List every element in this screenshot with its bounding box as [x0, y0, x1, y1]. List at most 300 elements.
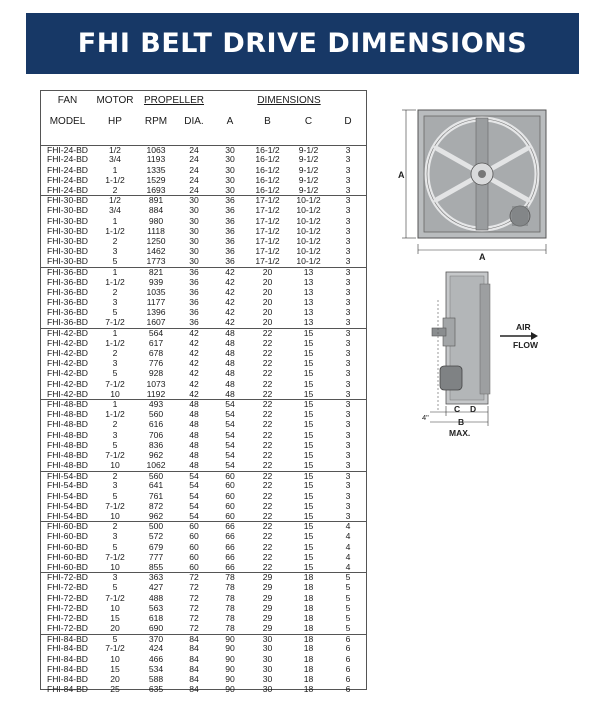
- table-cell: 22: [262, 379, 273, 389]
- table-cell: FHI-30-BD: [46, 236, 89, 246]
- table-cell: 7-1/2: [105, 379, 125, 389]
- table-cell: 635: [148, 684, 164, 695]
- table-cell: 370: [136, 634, 176, 644]
- table-row: [41, 532, 366, 542]
- table-cell: 7-1/2: [105, 644, 125, 654]
- table-cell: 30: [189, 236, 199, 246]
- table-cell: 18: [287, 634, 330, 644]
- table-cell: 2: [112, 287, 118, 297]
- table-cell: 18: [303, 593, 314, 603]
- table-cell: 90: [225, 654, 235, 664]
- table-cell: 48: [212, 328, 248, 338]
- table-cell: 3: [330, 267, 366, 277]
- table-cell: 560: [136, 471, 176, 481]
- table-cell: 72: [189, 613, 199, 623]
- table-cell: 3: [345, 501, 351, 511]
- table-cell: 30: [262, 674, 273, 685]
- table-cell: 5: [94, 634, 136, 644]
- table-cell: 22: [262, 358, 273, 369]
- table-cell: 15: [303, 348, 314, 359]
- table-cell: 15: [303, 389, 314, 399]
- table-cell: 7-1/2: [105, 501, 125, 511]
- table-row: [41, 349, 366, 359]
- table-row: [41, 522, 366, 532]
- table-cell: 10-1/2: [296, 236, 321, 246]
- table-cell: 3: [345, 409, 351, 420]
- table-cell: 1462: [146, 246, 166, 257]
- table-row: [41, 471, 366, 481]
- table-cell: 15: [287, 328, 330, 338]
- table-cell: 962: [148, 511, 164, 521]
- table-cell: 3: [345, 358, 351, 369]
- table-cell: 3/4: [109, 206, 121, 216]
- table-cell: 18: [303, 684, 314, 695]
- table-cell: 5: [112, 257, 118, 267]
- table-row: [41, 237, 366, 247]
- table-row: [41, 267, 366, 277]
- table-cell: 66: [212, 522, 248, 532]
- table-cell: 18: [303, 623, 314, 633]
- table-cell: 706: [148, 430, 164, 440]
- table-cell: 15: [287, 522, 330, 532]
- table-cell: 60: [225, 481, 235, 491]
- table-row: [41, 665, 366, 675]
- table-cell: 616: [148, 420, 164, 430]
- table-cell: 10: [110, 511, 120, 521]
- table-cell: 30: [225, 175, 235, 185]
- table-cell: FHI-30-BD: [46, 257, 89, 267]
- dim-four-inch: 4": [422, 413, 429, 422]
- table-cell: 3: [345, 511, 351, 521]
- table-cell: 3: [345, 338, 351, 348]
- table-cell: FHI-42-BD: [46, 379, 89, 389]
- table-cell: 13: [303, 277, 314, 287]
- table-row: [41, 247, 366, 257]
- table-row: [41, 634, 366, 644]
- table-cell: 72: [176, 573, 212, 583]
- table-cell: 42: [189, 338, 199, 348]
- group-header-motor: MOTOR: [96, 95, 134, 107]
- table-cell: 15: [303, 440, 314, 450]
- table-cell: 22: [248, 328, 287, 338]
- table-row: [41, 603, 366, 613]
- table-cell: FHI-72-BD: [46, 593, 89, 603]
- table-cell: 36: [225, 236, 235, 246]
- table-cell: FHI-36-BD: [46, 297, 89, 308]
- column-header-model: MODEL: [49, 116, 86, 128]
- table-cell: 1335: [146, 165, 166, 175]
- table-cell: 17-1/2: [255, 257, 280, 267]
- table-row: [41, 277, 366, 287]
- table-cell: 3: [345, 287, 351, 297]
- dim-b-label: B: [458, 417, 465, 427]
- table-cell: FHI-72-BD: [46, 583, 89, 593]
- table-cell: 13: [287, 267, 330, 277]
- table-cell: 563: [148, 603, 164, 613]
- table-cell: FHI-36-BD: [46, 318, 89, 328]
- table-cell: 48: [189, 420, 199, 430]
- table-cell: FHI-36-BD: [41, 267, 94, 277]
- table-cell: 17-1/2: [248, 196, 287, 206]
- table-cell: 1-1/2: [105, 338, 125, 348]
- table-cell: 22: [262, 532, 273, 542]
- table-cell: FHI-48-BD: [41, 400, 94, 410]
- table-cell: 60: [225, 491, 235, 501]
- table-cell: 15: [303, 481, 314, 491]
- table-cell: 10-1/2: [287, 196, 330, 206]
- table-cell: FHI-48-BD: [46, 430, 89, 440]
- table-row: [41, 196, 366, 206]
- table-cell: 30: [189, 206, 199, 216]
- table-cell: 1-1/2: [105, 226, 125, 236]
- table-cell: 29: [248, 573, 287, 583]
- table-cell: 90: [225, 664, 235, 674]
- table-cell: 2: [112, 236, 118, 246]
- table-cell: FHI-84-BD: [46, 644, 89, 654]
- table-row: [41, 461, 366, 471]
- table-cell: 3: [345, 440, 351, 450]
- table-row: [41, 257, 366, 267]
- table-cell: 60: [189, 552, 199, 562]
- table-cell: 1-1/2: [105, 277, 125, 287]
- table-cell: FHI-42-BD: [46, 389, 89, 399]
- table-cell: 78: [225, 583, 235, 593]
- table-cell: 588: [148, 674, 164, 685]
- table-cell: 10-1/2: [296, 206, 321, 216]
- table-cell: 3: [345, 145, 351, 155]
- table-cell: 72: [189, 583, 199, 593]
- table-cell: 3: [94, 573, 136, 583]
- table-cell: 18: [303, 664, 314, 674]
- table-cell: 22: [262, 542, 273, 552]
- table-cell: FHI-84-BD: [46, 664, 89, 674]
- table-cell: 3: [112, 297, 118, 308]
- table-cell: 9-1/2: [298, 165, 319, 175]
- table-cell: 15: [303, 562, 314, 572]
- table-cell: 564: [136, 328, 176, 338]
- table-cell: 15: [303, 460, 314, 470]
- table-cell: 6: [345, 644, 351, 654]
- table-row: [41, 481, 366, 491]
- table-cell: 679: [148, 542, 164, 552]
- table-cell: FHI-54-BD: [46, 511, 89, 521]
- table-cell: FHI-30-BD: [46, 226, 89, 236]
- table-cell: 24: [189, 185, 199, 195]
- table-cell: FHI-54-BD: [41, 471, 94, 481]
- table-cell: 1062: [146, 460, 166, 470]
- table-cell: 54: [225, 420, 235, 430]
- table-cell: 5: [112, 308, 118, 318]
- table-cell: 42: [212, 267, 248, 277]
- table-cell: 22: [262, 511, 273, 521]
- table-cell: 22: [262, 552, 273, 562]
- table-cell: 3: [345, 206, 351, 216]
- table-cell: 3: [345, 246, 351, 257]
- table-cell: 13: [303, 287, 314, 297]
- table-cell: FHI-84-BD: [46, 654, 89, 664]
- table-cell: 6: [345, 674, 351, 685]
- table-cell: 22: [262, 562, 273, 572]
- table-cell: 22: [262, 450, 273, 460]
- table-cell: 24: [189, 165, 199, 175]
- table-cell: 22: [248, 400, 287, 410]
- table-cell: 10-1/2: [296, 226, 321, 236]
- table-cell: FHI-72-BD: [41, 573, 94, 583]
- table-cell: 13: [303, 308, 314, 318]
- table-cell: 2: [112, 185, 118, 195]
- table-cell: 30: [189, 257, 199, 267]
- table-cell: 3: [345, 460, 351, 470]
- table-cell: 48: [225, 338, 235, 348]
- table-cell: 10: [110, 603, 120, 613]
- table-cell: 1607: [146, 318, 166, 328]
- table-cell: 84: [189, 674, 199, 685]
- table-row: [41, 502, 366, 512]
- table-cell: FHI-24-BD: [46, 155, 89, 165]
- table-row: [41, 644, 366, 654]
- table-cell: 22: [262, 420, 273, 430]
- table-row: [41, 553, 366, 563]
- table-cell: FHI-24-BD: [46, 185, 89, 195]
- table-cell: 48: [225, 389, 235, 399]
- table-cell: 872: [148, 501, 164, 511]
- table-cell: 10-1/2: [296, 246, 321, 257]
- table-cell: 18: [303, 644, 314, 654]
- table-cell: 10: [110, 562, 120, 572]
- table-row: [41, 451, 366, 461]
- airflow-label-1: AIR: [516, 322, 531, 332]
- table-cell: 980: [148, 216, 164, 226]
- table-row: [41, 227, 366, 237]
- table-cell: 18: [303, 603, 314, 613]
- table-cell: 36: [225, 246, 235, 257]
- table-cell: 5: [345, 583, 351, 593]
- front-label-a-side: A: [398, 170, 405, 180]
- table-cell: 22: [262, 338, 273, 348]
- table-row: [41, 430, 366, 440]
- table-cell: 9-1/2: [298, 145, 319, 155]
- table-cell: 30: [189, 226, 199, 236]
- table-cell: FHI-84-BD: [46, 684, 89, 695]
- table-cell: 48: [189, 430, 199, 440]
- table-cell: FHI-30-BD: [46, 206, 89, 216]
- table-cell: 15: [287, 400, 330, 410]
- table-row: [41, 512, 366, 522]
- table-cell: 6: [330, 634, 366, 644]
- table-cell: 1-1/2: [105, 409, 125, 420]
- table-cell: 54: [225, 409, 235, 420]
- table-cell: 7-1/2: [105, 318, 125, 328]
- table-cell: FHI-48-BD: [46, 409, 89, 420]
- dim-c-label: C: [454, 404, 461, 414]
- table-cell: 1693: [146, 185, 166, 195]
- table-body: [41, 145, 366, 695]
- table-cell: 54: [189, 511, 199, 521]
- table-row: [41, 563, 366, 573]
- table-cell: 30: [248, 634, 287, 644]
- table-cell: 24: [189, 155, 199, 165]
- table-row: [41, 359, 366, 369]
- table-cell: 30: [225, 185, 235, 195]
- table-cell: 363: [136, 573, 176, 583]
- front-label-a-bottom: A: [479, 252, 486, 262]
- table-cell: 30: [262, 684, 273, 695]
- table-cell: 60: [189, 542, 199, 552]
- table-cell: 821: [136, 267, 176, 277]
- table-cell: 48: [225, 369, 235, 379]
- table-cell: FHI-54-BD: [46, 481, 89, 491]
- table-cell: FHI-30-BD: [46, 216, 89, 226]
- table-cell: 20: [262, 287, 273, 297]
- table-cell: 36: [189, 297, 199, 308]
- table-cell: 3: [345, 155, 351, 165]
- table-cell: 10: [110, 654, 120, 664]
- table-row: [41, 369, 366, 379]
- table-cell: 20: [262, 277, 273, 287]
- table-cell: FHI-84-BD: [46, 674, 89, 685]
- table-row: [41, 206, 366, 216]
- table-cell: 939: [148, 277, 164, 287]
- table-row: [41, 593, 366, 603]
- table-cell: FHI-42-BD: [46, 358, 89, 369]
- table-cell: FHI-72-BD: [46, 623, 89, 633]
- table-cell: 30: [225, 165, 235, 175]
- table-cell: 60: [176, 522, 212, 532]
- table-cell: 48: [189, 409, 199, 420]
- table-cell: 15: [303, 420, 314, 430]
- table-cell: 3: [345, 481, 351, 491]
- table-row: [41, 491, 366, 501]
- table-cell: 42: [189, 358, 199, 369]
- table-cell: 54: [189, 481, 199, 491]
- table-cell: 16-1/2: [255, 185, 280, 195]
- table-cell: 17-1/2: [255, 206, 280, 216]
- table-cell: 30: [262, 664, 273, 674]
- table-cell: FHI-36-BD: [46, 277, 89, 287]
- table-cell: 24: [189, 175, 199, 185]
- table-cell: FHI-24-BD: [46, 165, 89, 175]
- table-cell: 9-1/2: [298, 185, 319, 195]
- table-cell: 3: [345, 420, 351, 430]
- table-row: [41, 675, 366, 685]
- table-row: [41, 654, 366, 664]
- table-cell: 36: [189, 287, 199, 297]
- table-cell: 5: [345, 613, 351, 623]
- table-cell: 678: [148, 348, 164, 359]
- table-cell: 5: [345, 623, 351, 633]
- table-cell: 29: [262, 593, 273, 603]
- table-cell: 17-1/2: [255, 226, 280, 236]
- table-cell: 54: [225, 430, 235, 440]
- table-cell: 7-1/2: [105, 450, 125, 460]
- table-cell: FHI-48-BD: [46, 460, 89, 470]
- table-cell: 5: [112, 369, 118, 379]
- table-cell: 42: [225, 297, 235, 308]
- table-cell: 13: [303, 297, 314, 308]
- table-cell: 20: [110, 623, 120, 633]
- table-cell: 30: [189, 246, 199, 257]
- table-cell: 48: [225, 348, 235, 359]
- table-cell: 617: [148, 338, 164, 348]
- table-row: [41, 420, 366, 430]
- table-cell: FHI-24-BD: [46, 145, 89, 155]
- table-cell: FHI-60-BD: [46, 552, 89, 562]
- table-cell: 84: [189, 654, 199, 664]
- table-cell: 15: [303, 430, 314, 440]
- table-cell: 30: [189, 216, 199, 226]
- table-cell: 15: [110, 664, 120, 674]
- table-cell: 928: [148, 369, 164, 379]
- airflow-label-2: FLOW: [513, 340, 539, 350]
- table-cell: 776: [148, 358, 164, 369]
- table-cell: 36: [225, 206, 235, 216]
- side-view-diagram: [422, 272, 539, 438]
- table-cell: 42: [189, 389, 199, 399]
- table-row: [41, 410, 366, 420]
- table-cell: 534: [148, 664, 164, 674]
- table-row: [41, 165, 366, 175]
- table-cell: 24: [189, 145, 199, 155]
- table-cell: 90: [225, 684, 235, 695]
- table-cell: 5: [345, 593, 351, 603]
- table-cell: 78: [225, 593, 235, 603]
- column-header-hp: HP: [108, 116, 122, 128]
- table-cell: 427: [148, 583, 164, 593]
- table-cell: 15: [303, 450, 314, 460]
- table-row: [41, 308, 366, 318]
- table-cell: 30: [225, 155, 235, 165]
- table-cell: 4: [330, 522, 366, 532]
- table-cell: 3: [112, 532, 118, 542]
- table-cell: 1035: [146, 287, 166, 297]
- table-cell: FHI-60-BD: [41, 522, 94, 532]
- table-cell: 891: [136, 196, 176, 206]
- table-cell: 15: [303, 358, 314, 369]
- table-cell: 78: [225, 623, 235, 633]
- table-cell: 15: [303, 552, 314, 562]
- table-row: [41, 400, 366, 410]
- table-cell: 3: [345, 348, 351, 359]
- table-cell: 5: [330, 573, 366, 583]
- table-cell: 3: [345, 430, 351, 440]
- column-header-a: A: [226, 116, 234, 128]
- table-cell: 36: [176, 267, 212, 277]
- table-cell: 78: [225, 613, 235, 623]
- table-row: [41, 573, 366, 583]
- table-cell: 78: [225, 603, 235, 613]
- table-cell: 10: [110, 460, 120, 470]
- table-cell: FHI-60-BD: [46, 532, 89, 542]
- table-row: [41, 624, 366, 634]
- column-header-b: B: [264, 116, 271, 128]
- table-cell: 66: [225, 542, 235, 552]
- table-cell: 9-1/2: [298, 175, 319, 185]
- table-cell: 1250: [146, 236, 166, 246]
- table-cell: 3: [345, 318, 351, 328]
- table-cell: 3: [330, 328, 366, 338]
- table-cell: FHI-60-BD: [46, 562, 89, 572]
- table-cell: FHI-48-BD: [46, 440, 89, 450]
- column-header-dia: DIA.: [184, 116, 204, 128]
- dim-max-label: MAX.: [449, 428, 471, 438]
- table-cell: 15: [303, 338, 314, 348]
- table-cell: 25: [110, 684, 120, 695]
- table-cell: 3/4: [109, 155, 121, 165]
- table-cell: 36: [225, 226, 235, 236]
- table-cell: 17-1/2: [255, 216, 280, 226]
- table-cell: 84: [189, 664, 199, 674]
- table-cell: 855: [148, 562, 164, 572]
